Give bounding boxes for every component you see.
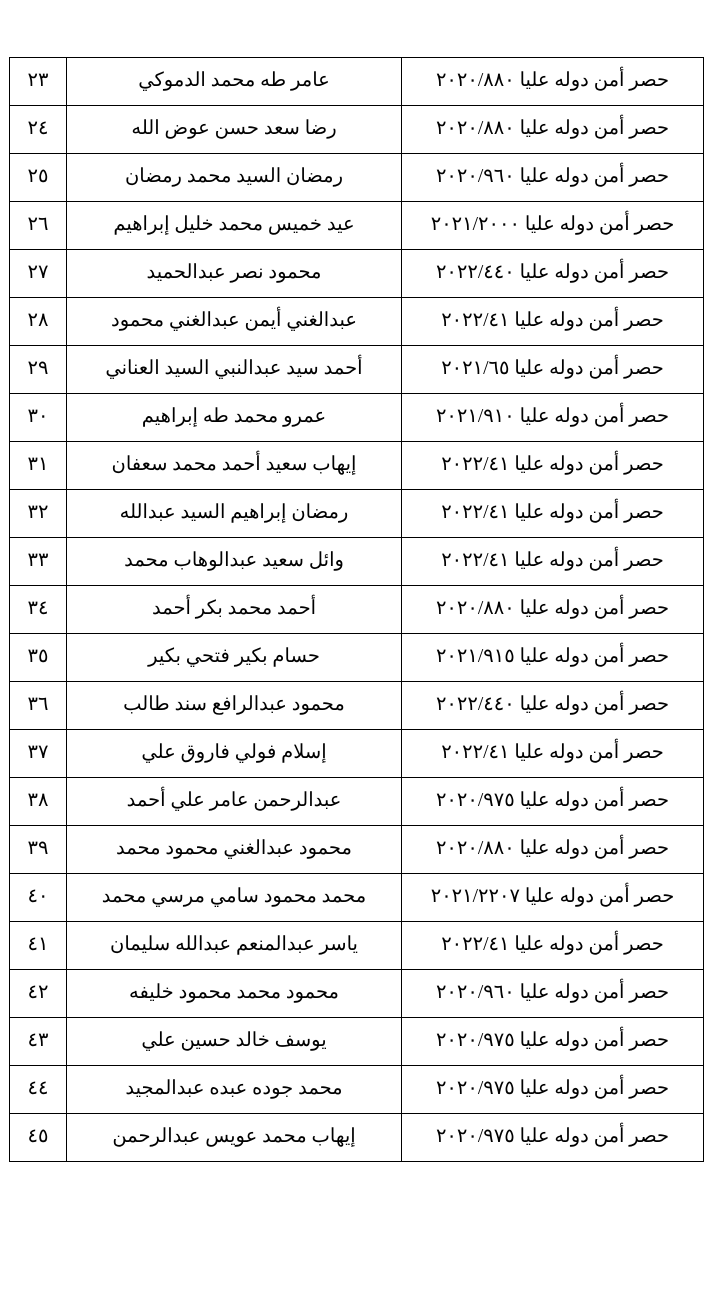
cell-person-name: محمد جوده عبده عبدالمجيد bbox=[67, 1066, 402, 1114]
records-table-body bbox=[10, 58, 704, 1162]
table-row bbox=[10, 826, 704, 874]
cell-case-number: حصر أمن دوله عليا ٢٠٢٠/٩٧٥ bbox=[402, 778, 704, 826]
table-row bbox=[10, 1114, 704, 1162]
cell-case-number: حصر أمن دوله عليا ٢٠٢١/٩١٠ bbox=[402, 394, 704, 442]
table-row bbox=[10, 538, 704, 586]
cell-serial-number: ٣٠ bbox=[10, 394, 67, 442]
records-table bbox=[9, 57, 704, 1162]
cell-case-number: حصر أمن دوله عليا ٢٠٢٢/٤١ bbox=[402, 490, 704, 538]
table-row bbox=[10, 922, 704, 970]
table-row bbox=[10, 730, 704, 778]
table-row bbox=[10, 346, 704, 394]
cell-case-number: حصر أمن دوله عليا ٢٠٢٢/٤١ bbox=[402, 922, 704, 970]
cell-person-name: رمضان إبراهيم السيد عبدالله bbox=[67, 490, 402, 538]
cell-person-name: محمود عبدالرافع سند طالب bbox=[67, 682, 402, 730]
cell-case-number: حصر أمن دوله عليا ٢٠٢٠/٨٨٠ bbox=[402, 826, 704, 874]
cell-serial-number: ٤٥ bbox=[10, 1114, 67, 1162]
cell-case-number: حصر أمن دوله عليا ٢٠٢١/٦٥ bbox=[402, 346, 704, 394]
cell-case-number: حصر أمن دوله عليا ٢٠٢٢/٤٤٠ bbox=[402, 682, 704, 730]
cell-case-number: حصر أمن دوله عليا ٢٠٢٢/٤١ bbox=[402, 730, 704, 778]
cell-person-name: إيهاب محمد عويس عبدالرحمن bbox=[67, 1114, 402, 1162]
cell-serial-number: ٢٤ bbox=[10, 106, 67, 154]
cell-serial-number: ٣٥ bbox=[10, 634, 67, 682]
cell-serial-number: ٢٧ bbox=[10, 250, 67, 298]
cell-person-name: أحمد سيد عبدالنبي السيد العناني bbox=[67, 346, 402, 394]
cell-person-name: يوسف خالد حسين علي bbox=[67, 1018, 402, 1066]
cell-person-name: محمود نصر عبدالحميد bbox=[67, 250, 402, 298]
cell-case-number: حصر أمن دوله عليا ٢٠٢٠/٩٧٥ bbox=[402, 1066, 704, 1114]
cell-serial-number: ٣٦ bbox=[10, 682, 67, 730]
cell-person-name: محمود عبدالغني محمود محمد bbox=[67, 826, 402, 874]
cell-serial-number: ٤٠ bbox=[10, 874, 67, 922]
cell-person-name: محمد محمود سامي مرسي محمد bbox=[67, 874, 402, 922]
cell-serial-number: ٣١ bbox=[10, 442, 67, 490]
cell-serial-number: ٣٣ bbox=[10, 538, 67, 586]
table-row bbox=[10, 1018, 704, 1066]
cell-case-number: حصر أمن دوله عليا ٢٠٢٢/٤١ bbox=[402, 298, 704, 346]
cell-serial-number: ٤٢ bbox=[10, 970, 67, 1018]
table-row bbox=[10, 442, 704, 490]
table-row bbox=[10, 634, 704, 682]
cell-serial-number: ٣٨ bbox=[10, 778, 67, 826]
cell-serial-number: ٣٧ bbox=[10, 730, 67, 778]
table-row bbox=[10, 778, 704, 826]
table-row bbox=[10, 490, 704, 538]
cell-person-name: حسام بكير فتحي بكير bbox=[67, 634, 402, 682]
cell-case-number: حصر أمن دوله عليا ٢٠٢٠/٩٧٥ bbox=[402, 1018, 704, 1066]
cell-serial-number: ٢٨ bbox=[10, 298, 67, 346]
cell-person-name: رمضان السيد محمد رمضان bbox=[67, 154, 402, 202]
cell-person-name: ياسر عبدالمنعم عبدالله سليمان bbox=[67, 922, 402, 970]
cell-case-number: حصر أمن دوله عليا ٢٠٢٢/٤١ bbox=[402, 442, 704, 490]
cell-serial-number: ٢٩ bbox=[10, 346, 67, 394]
cell-person-name: عبدالرحمن عامر علي أحمد bbox=[67, 778, 402, 826]
cell-person-name: عيد خميس محمد خليل إبراهيم bbox=[67, 202, 402, 250]
cell-person-name: أحمد محمد بكر أحمد bbox=[67, 586, 402, 634]
table-row bbox=[10, 970, 704, 1018]
cell-case-number: حصر أمن دوله عليا ٢٠٢٠/٩٦٠ bbox=[402, 154, 704, 202]
cell-serial-number: ٢٦ bbox=[10, 202, 67, 250]
records-table-container bbox=[10, 57, 704, 1162]
table-row bbox=[10, 874, 704, 922]
table-row bbox=[10, 394, 704, 442]
cell-serial-number: ٣٤ bbox=[10, 586, 67, 634]
cell-case-number: حصر أمن دوله عليا ٢٠٢٠/٨٨٠ bbox=[402, 586, 704, 634]
cell-serial-number: ٤٣ bbox=[10, 1018, 67, 1066]
cell-case-number: حصر أمن دوله عليا ٢٠٢٠/٨٨٠ bbox=[402, 58, 704, 106]
table-row bbox=[10, 682, 704, 730]
cell-case-number: حصر أمن دوله عليا ٢٠٢٢/٤٤٠ bbox=[402, 250, 704, 298]
table-row bbox=[10, 154, 704, 202]
table-row bbox=[10, 298, 704, 346]
table-row bbox=[10, 586, 704, 634]
cell-serial-number: ٣٢ bbox=[10, 490, 67, 538]
cell-case-number: حصر أمن دوله عليا ٢٠٢٠/٨٨٠ bbox=[402, 106, 704, 154]
table-row bbox=[10, 250, 704, 298]
cell-person-name: إسلام فولي فاروق علي bbox=[67, 730, 402, 778]
cell-case-number: حصر أمن دوله عليا ٢٠٢١/٢٢٠٧ bbox=[402, 874, 704, 922]
cell-serial-number: ٤٤ bbox=[10, 1066, 67, 1114]
cell-person-name: محمود محمد محمود خليفه bbox=[67, 970, 402, 1018]
cell-serial-number: ٢٥ bbox=[10, 154, 67, 202]
cell-person-name: عمرو محمد طه إبراهيم bbox=[67, 394, 402, 442]
cell-case-number: حصر أمن دوله عليا ٢٠٢٢/٤١ bbox=[402, 538, 704, 586]
cell-person-name: عبدالغني أيمن عبدالغني محمود bbox=[67, 298, 402, 346]
table-row bbox=[10, 58, 704, 106]
table-row bbox=[10, 1066, 704, 1114]
cell-serial-number: ٢٣ bbox=[10, 58, 67, 106]
cell-person-name: وائل سعيد عبدالوهاب محمد bbox=[67, 538, 402, 586]
cell-case-number: حصر أمن دوله عليا ٢٠٢١/٢٠٠٠ bbox=[402, 202, 704, 250]
cell-serial-number: ٤١ bbox=[10, 922, 67, 970]
cell-person-name: إيهاب سعيد أحمد محمد سعفان bbox=[67, 442, 402, 490]
table-row bbox=[10, 202, 704, 250]
cell-person-name: رضا سعد حسن عوض الله bbox=[67, 106, 402, 154]
cell-case-number: حصر أمن دوله عليا ٢٠٢١/٩١٥ bbox=[402, 634, 704, 682]
cell-serial-number: ٣٩ bbox=[10, 826, 67, 874]
cell-case-number: حصر أمن دوله عليا ٢٠٢٠/٩٧٥ bbox=[402, 1114, 704, 1162]
table-row bbox=[10, 106, 704, 154]
cell-case-number: حصر أمن دوله عليا ٢٠٢٠/٩٦٠ bbox=[402, 970, 704, 1018]
cell-person-name: عامر طه محمد الدموكي bbox=[67, 58, 402, 106]
